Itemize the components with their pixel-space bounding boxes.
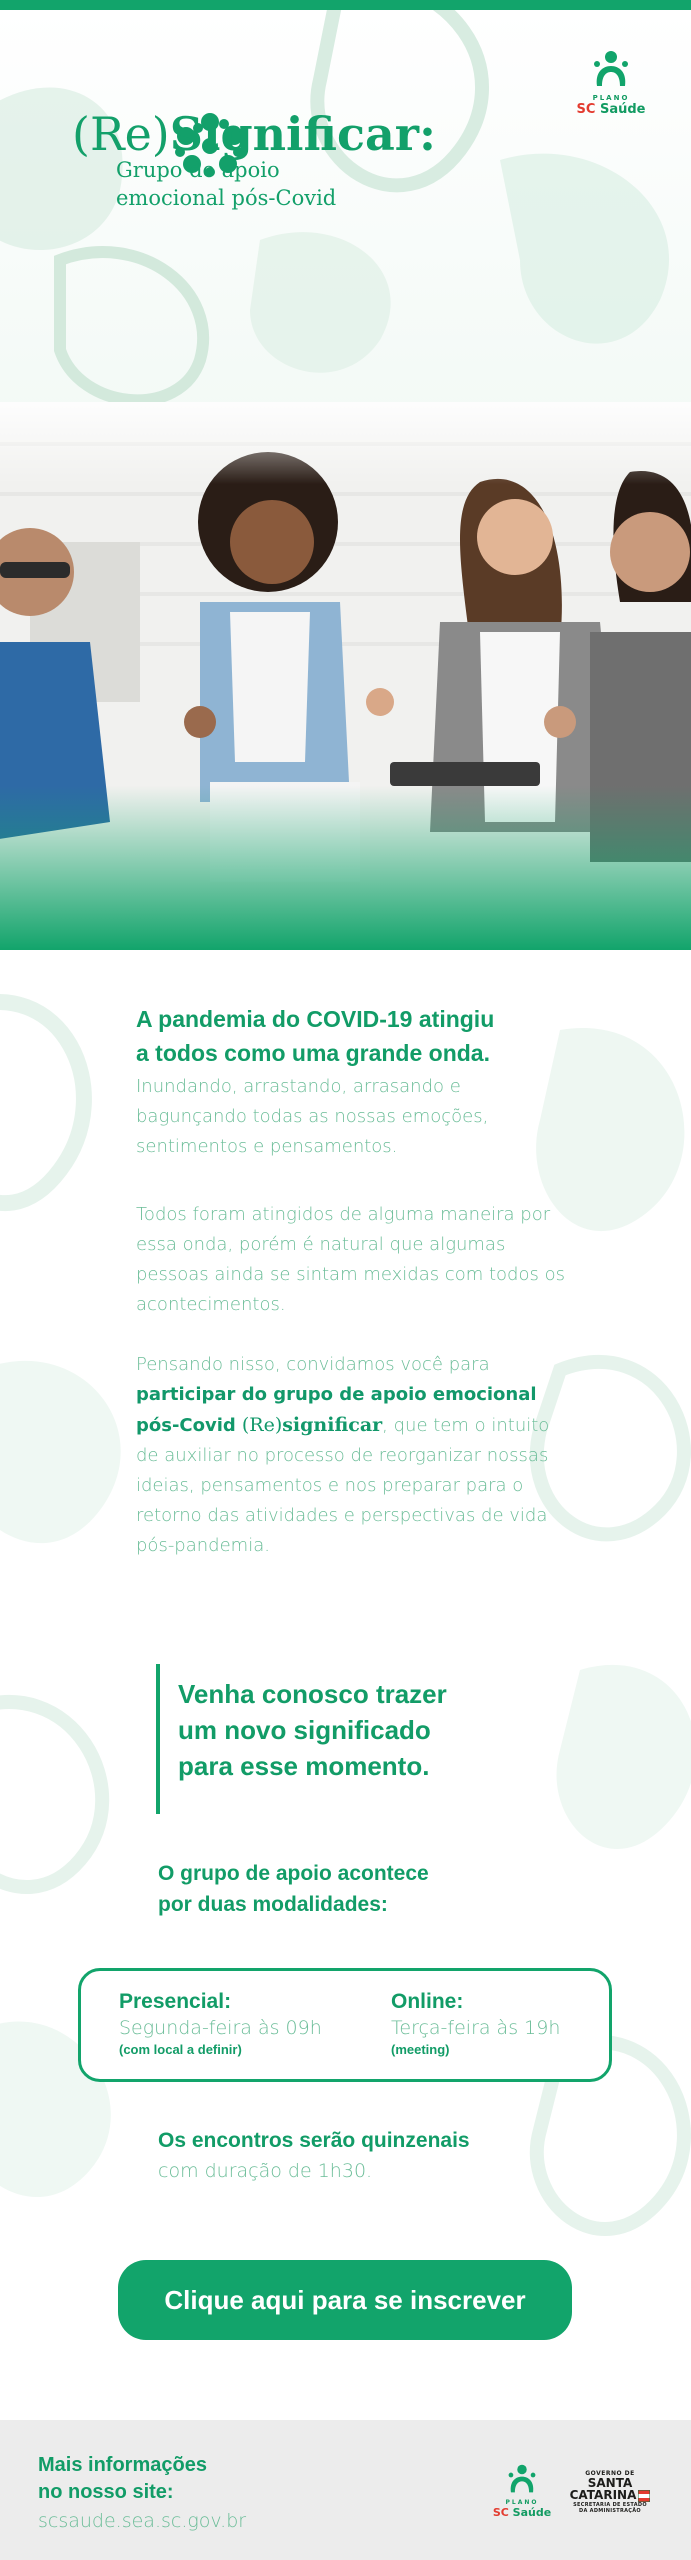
footer-info-line-1: Mais informações bbox=[38, 2454, 207, 2476]
plano-sc-saude-logo bbox=[571, 50, 651, 130]
content-section bbox=[0, 950, 691, 2420]
footer-site-link[interactable]: scsaude.sea.sc.gov.br bbox=[38, 2510, 247, 2532]
intro-heading-line-2: a todos como uma grande onda. bbox=[136, 1040, 490, 1066]
people-hug-icon bbox=[591, 50, 631, 88]
online-note: (meeting) bbox=[391, 2042, 450, 2057]
intro-paragraph-3 bbox=[136, 1350, 576, 1561]
gov-line-4: SECRETARIA DE ESTADO bbox=[573, 2501, 647, 2508]
title-prefix: (Re) bbox=[72, 107, 170, 161]
plano-label: PLANO bbox=[592, 94, 630, 102]
intro-heading-line-1: A pandemia do COVID-19 atingiu bbox=[136, 1006, 495, 1032]
footer-info-label bbox=[38, 2452, 258, 2506]
people-hug-icon bbox=[506, 2464, 538, 2494]
gov-line-3-text: CATARINA bbox=[569, 2488, 637, 2502]
quote-text bbox=[178, 1664, 516, 1784]
top-accent-bar bbox=[0, 0, 691, 10]
presencial-title: Presencial: bbox=[119, 1990, 232, 2013]
footer-plano-label: PLANO bbox=[505, 2499, 539, 2506]
modalities-intro-line-1: O grupo de apoio acontece bbox=[158, 1862, 429, 1885]
footer-info-line-2: no nosso site: bbox=[38, 2481, 174, 2503]
gov-line-5: DA ADMINISTRAÇÃO bbox=[579, 2507, 641, 2514]
online-time: Terça-feira às 19h bbox=[391, 2017, 561, 2039]
quote-block bbox=[156, 1664, 516, 1814]
brand-sc: SC bbox=[576, 102, 596, 117]
intro-paragraph-2: Todos foram atingidos de alguma maneira por essa onda, porém é natural que algumas pessoas ainda se sintam mexidas com todos os acontecimentos. bbox=[136, 1204, 565, 1315]
quote-line-2: um novo significado bbox=[178, 1715, 431, 1745]
footer-info bbox=[38, 2452, 258, 2536]
register-button[interactable]: Clique aqui para se inscrever bbox=[118, 2260, 572, 2340]
hero-subtitle bbox=[116, 156, 336, 212]
gov-line-1: GOVERNO DE bbox=[585, 2470, 635, 2477]
footer-plano-brand bbox=[490, 2506, 554, 2519]
subtitle-line-2: emocional pós-Covid bbox=[116, 186, 337, 210]
para3-serif-re: (Re) bbox=[235, 1414, 283, 1436]
support-group-photo bbox=[0, 402, 691, 950]
presencial-note: (com local a definir) bbox=[119, 2042, 242, 2057]
hero-section bbox=[0, 10, 691, 950]
modalities-box bbox=[78, 1968, 612, 2082]
subtitle-line-1: Grupo de apoio bbox=[116, 158, 280, 182]
intro-paragraph-1: Inundando, arrastando, arrasando e bagunçando todas as nossas emoções, sentimentos e pensamentos. bbox=[136, 1076, 489, 1157]
santa-catarina-government-logo bbox=[562, 2470, 658, 2514]
brand-saude: Saúde bbox=[599, 102, 646, 117]
plano-brand-name bbox=[571, 102, 651, 117]
quote-line-3: para esse momento. bbox=[178, 1751, 430, 1781]
para3-bold: participar do grupo de apoio emocional pós-Covid bbox=[136, 1384, 537, 1436]
gov-line-2: SANTA bbox=[587, 2476, 633, 2490]
quote-line-1: Venha conosco trazer bbox=[178, 1679, 447, 1709]
hero-title-text bbox=[72, 108, 492, 160]
gov-line-3 bbox=[562, 2489, 658, 2502]
frequency-info bbox=[158, 2125, 578, 2187]
modality-online bbox=[391, 1989, 560, 2059]
footer bbox=[0, 2420, 691, 2560]
footer-plano-logo bbox=[490, 2464, 554, 2519]
state-flag-icon bbox=[638, 2490, 650, 2502]
modality-presencial bbox=[119, 1989, 322, 2059]
title-main-word: Significar: bbox=[169, 107, 437, 161]
footer-brand-saude: Saúde bbox=[512, 2506, 552, 2519]
frequency-bold: Os encontros serão quinzenais bbox=[158, 2129, 470, 2152]
presencial-time: Segunda-feira às 09h bbox=[119, 2017, 322, 2039]
hero-title bbox=[72, 108, 492, 160]
intro-heading bbox=[136, 1002, 576, 1070]
modalities-intro-line-2: por duas modalidades: bbox=[158, 1893, 388, 1916]
para3-start: Pensando nisso, convidamos você para bbox=[136, 1354, 490, 1375]
para3-end: , que tem o intuito de auxiliar no processo de reorganizar nossas ideias, pensamentos e nos preparar para o retorno das atividades e perspectivas de vida pós-pandemia. bbox=[136, 1415, 550, 1556]
para3-serif-word: significar bbox=[282, 1414, 383, 1436]
online-title: Online: bbox=[391, 1990, 464, 2013]
frequency-light: com duração de 1h30. bbox=[158, 2160, 373, 2182]
modalities-intro bbox=[158, 1858, 498, 1920]
footer-brand-sc: SC bbox=[492, 2506, 509, 2519]
